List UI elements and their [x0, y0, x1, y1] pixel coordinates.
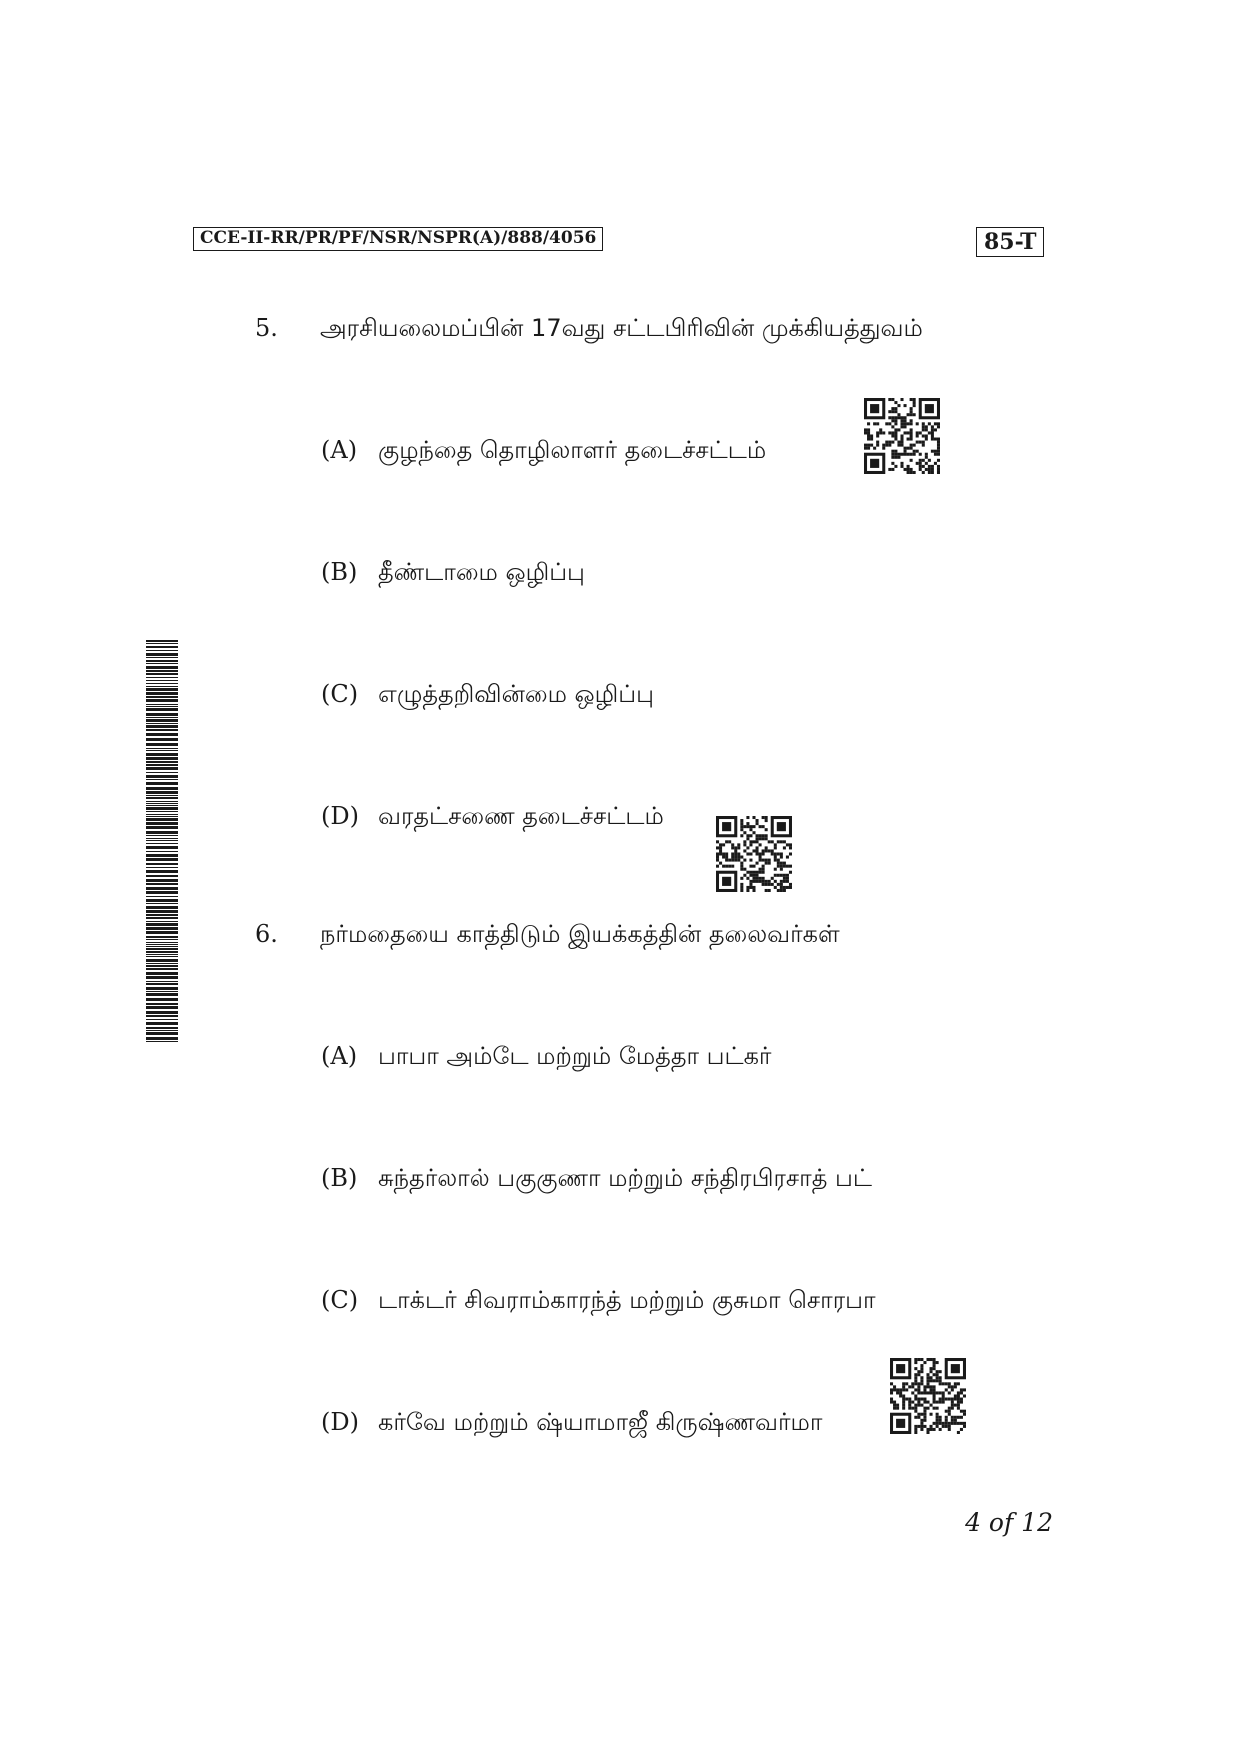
q5-option-b-letter: (B) — [321, 558, 358, 586]
q5-option-a-letter: (A) — [321, 436, 358, 464]
q6-option-a-letter: (A) — [321, 1042, 358, 1070]
q5-option-d-text: வரதட்சணை தடைச்சட்டம் — [378, 802, 664, 830]
q6-option-b-text: சுந்தர்லால் பகுகுணா மற்றும் சந்திரபிரசாத் பட் — [378, 1164, 872, 1192]
question-5-number: 5. — [255, 314, 278, 342]
q5-option-c-letter: (C) — [321, 680, 359, 708]
barcode-icon — [146, 640, 178, 1042]
q6-option-b-letter: (B) — [321, 1164, 358, 1192]
question-6-number: 6. — [255, 920, 278, 948]
q5-option-a-text: குழந்தை தொழிலாளர் தடைச்சட்டம் — [378, 436, 767, 464]
paper-code: CCE-II-RR/PR/PF/NSR/NSPR(A)/888/4056 — [193, 227, 603, 251]
qr-code-icon — [716, 816, 792, 892]
q6-option-d-text: கர்வே மற்றும் ஷ்யாமாஜீ கிருஷ்ணவர்மா — [378, 1408, 823, 1436]
series-code: 85-T — [976, 227, 1044, 257]
question-5-text: அரசியலைமப்பின் 17வது சட்டபிரிவின் முக்கியத்துவம் — [320, 314, 923, 342]
q5-option-d-letter: (D) — [321, 802, 359, 830]
q6-option-a-text: பாபா அம்டே மற்றும் மேத்தா பட்கர் — [378, 1042, 772, 1070]
q5-option-c-text: எழுத்தறிவின்மை ஒழிப்பு — [378, 680, 654, 708]
q6-option-d-letter: (D) — [321, 1408, 359, 1436]
q5-option-b-text: தீண்டாமை ஒழிப்பு — [378, 558, 585, 586]
qr-code-icon — [890, 1358, 966, 1434]
q6-option-c-text: டாக்டர் சிவராம்காரந்த் மற்றும் குசுமா சொரபா — [378, 1286, 876, 1314]
q6-option-c-letter: (C) — [321, 1286, 359, 1314]
question-6-text: நர்மதையை காத்திடும் இயக்கத்தின் தலைவர்கள் — [320, 920, 840, 948]
page-number: 4 of 12 — [965, 1508, 1053, 1537]
qr-code-icon — [864, 398, 940, 474]
